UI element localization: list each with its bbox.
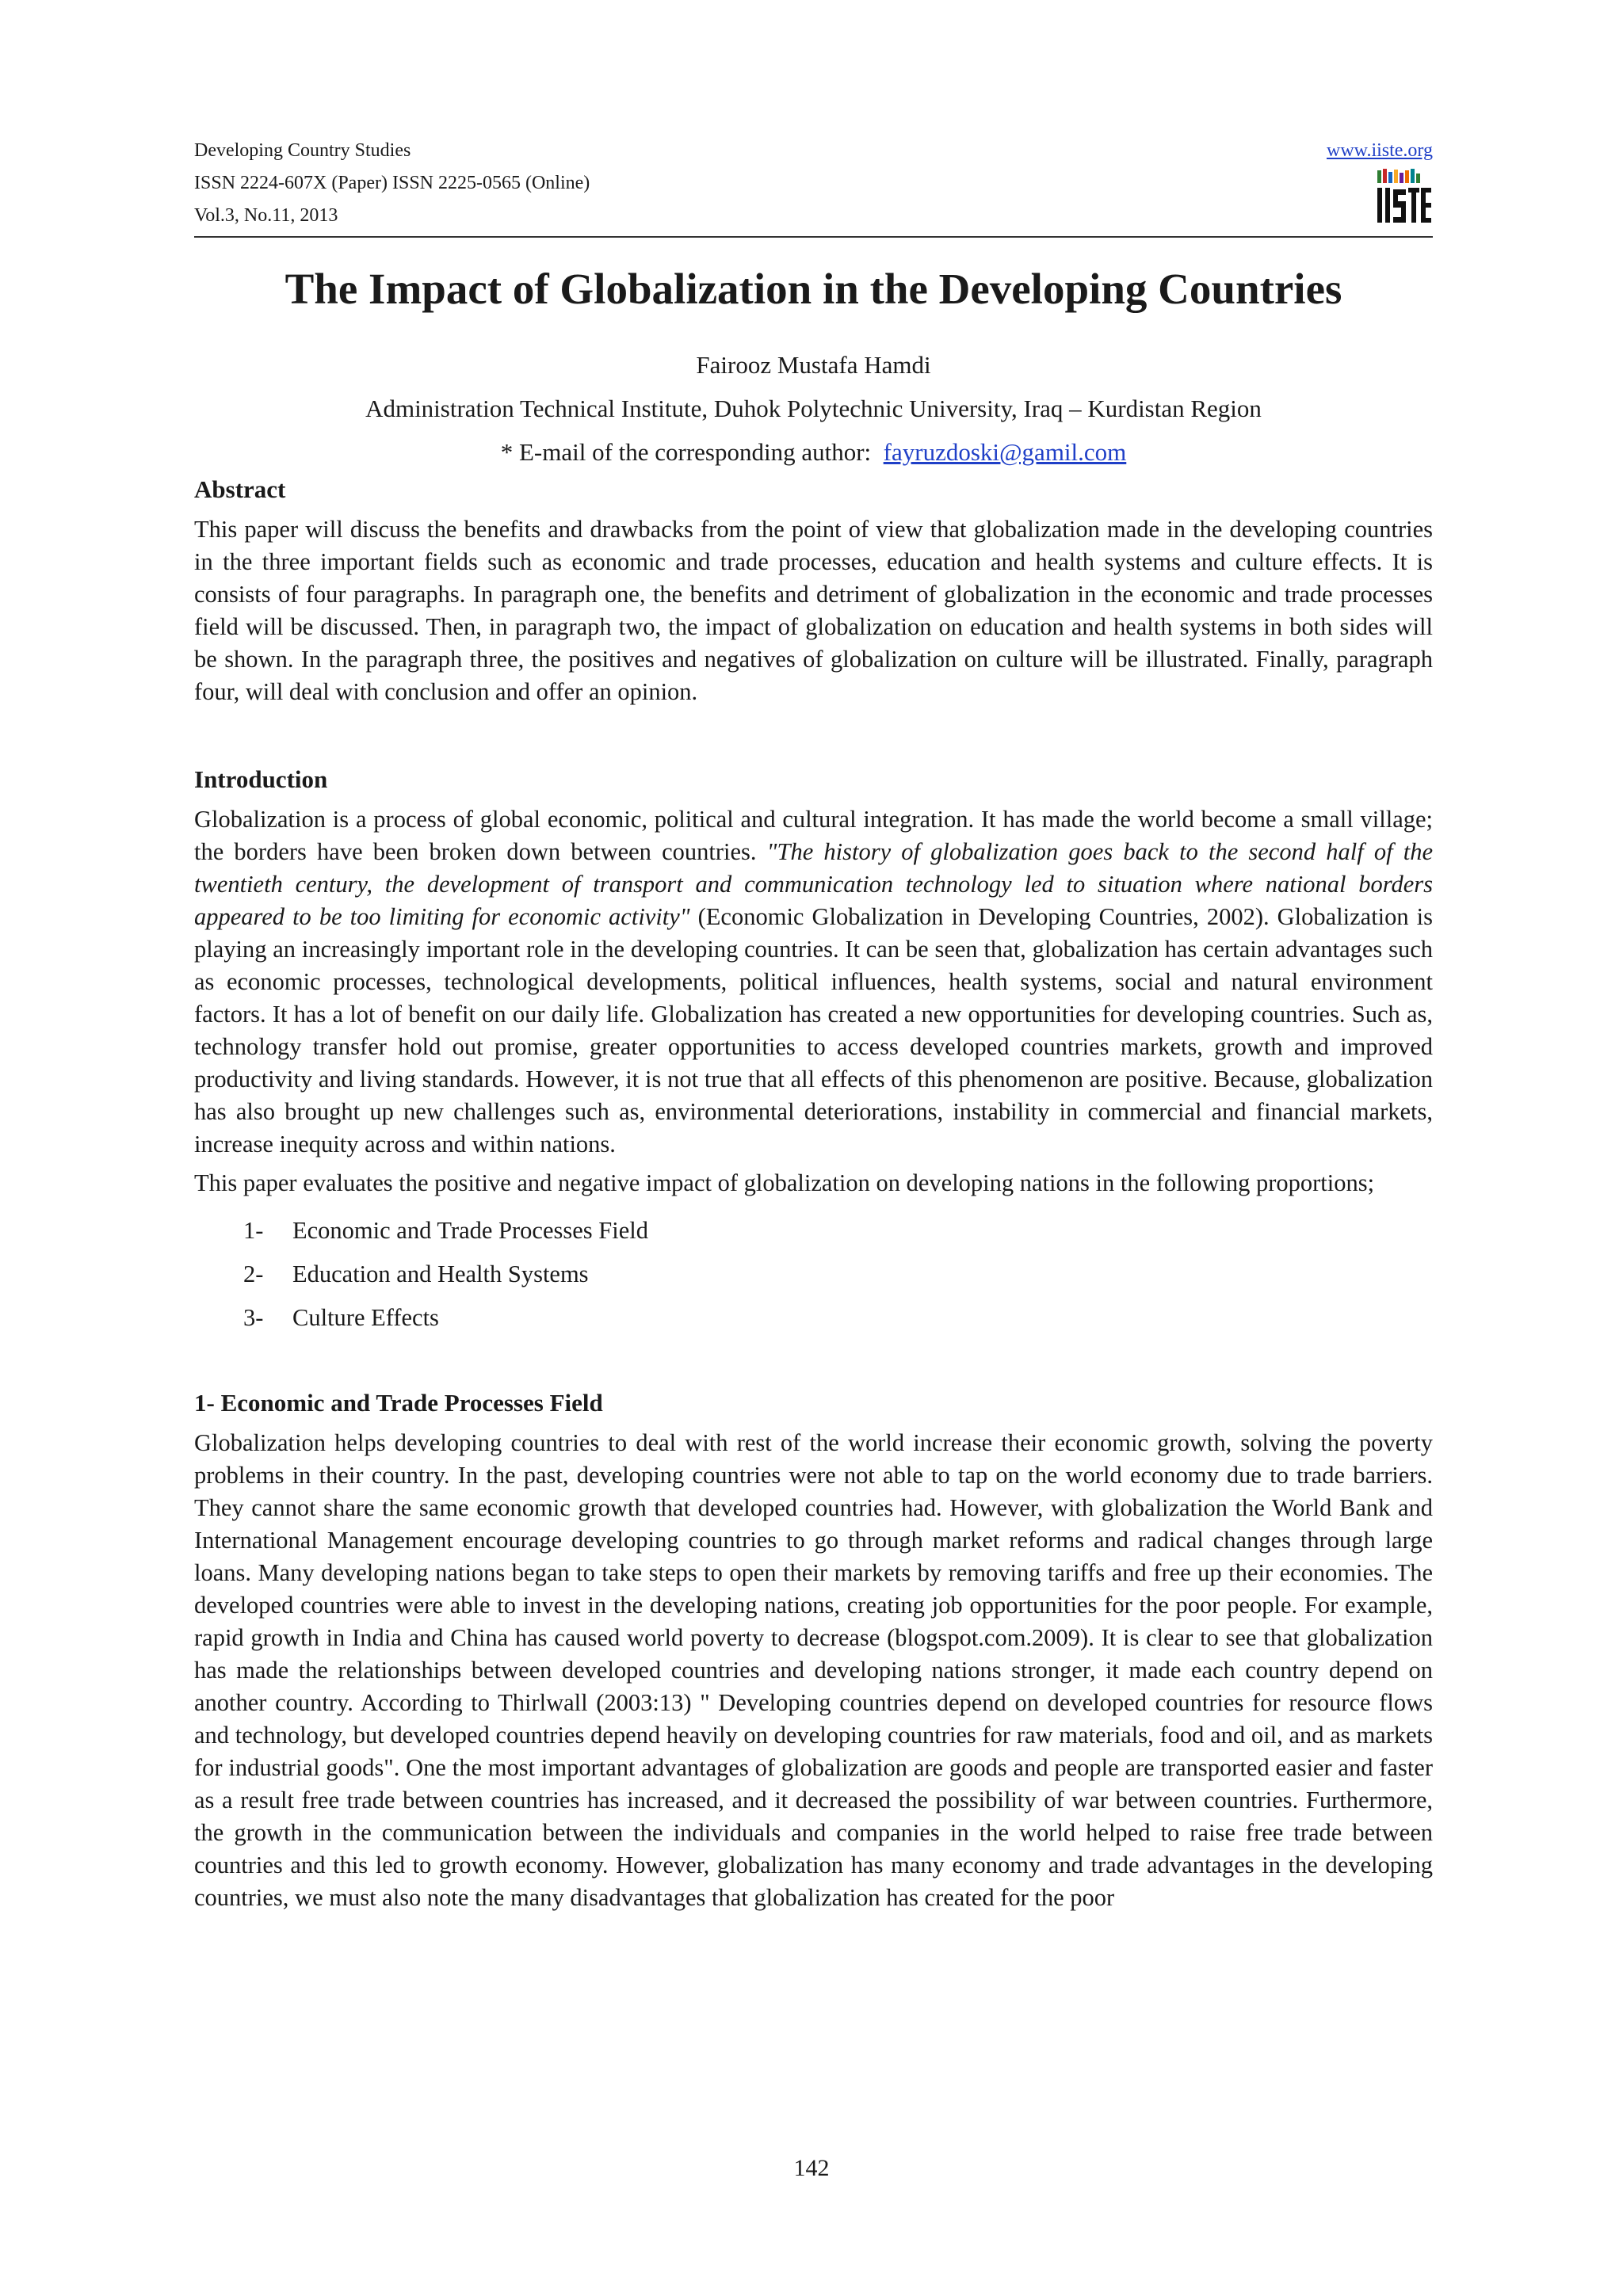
introduction-paragraph-1 bbox=[194, 803, 1433, 1161]
email-label: * E-mail of the corresponding author: bbox=[500, 438, 872, 466]
iiste-logo-icon bbox=[1376, 169, 1433, 231]
paper-page bbox=[194, 135, 1434, 1911]
intro-quote: "The history of globalization goes back to the second half of the twentieth century, the development of transport and communication technology led to situation where national borders appeared to be too limiting for economic activity" bbox=[194, 838, 1434, 930]
intro-text-start: Globalization is a process of global economic, political and cultural integration. It has made the world become a small village; the borders have been broken down between countries. bbox=[194, 806, 1433, 865]
paper-content bbox=[194, 474, 1433, 1914]
author-email-line bbox=[194, 430, 1433, 474]
author-affiliation: Administration Technical Institute, Duhok Polytechnic University, Iraq – Kurdistan Region bbox=[365, 395, 1262, 422]
author-email-link[interactable]: fayruzdoski@gamil.com bbox=[883, 438, 1127, 466]
section-1-text: Globalization helps developing countries to deal with rest of the world increase their economic growth, solving the poverty problems in their country. In the past, developing countries were not able to tap on the world economy due to trade barriers. They cannot share the same economic growth that developed countries had. However, with globalization the World Bank and International Management encourage developing countries to go through market reforms and radical changes through large loans. Many developing nations began to take steps to open their markets by removing tariffs and free up their economies. The developed countries were able to invest in the developing nations, creating job opportunities for the poor people. For example, rapid growth in India and China has caused world poverty to decrease (blogspot.com.2009). It is clear to see that globalization has made the relationships between developed countries and developing nations stronger, it made each country depend on another country. According to Thirlwall (2003:13) " Developing countries depend on developed countries for resource flows and technology, but developed countries depend heavily on developing countries for raw materials, food and oil, and as markets for industrial goods". One the most important advantages of globalization are goods and people are transported easier and faster as a result free trade between countries has increased, and it decreased the possibility of war between countries. Furthermore, the growth in the communication between the individuals and companies in the world helped to raise free trade between countries and this led to growth economy. However, globalization has many economy and trade advantages in the developing countries, we must also note the many disadvantages that globalization has created for the poor bbox=[194, 1429, 1433, 1911]
journal-header bbox=[194, 135, 1433, 236]
abstract-text: This paper will discuss the benefits and drawbacks from the point of view that globalization made in the developing countries in the three important fields such as economic and trade processes, education and health systems and culture effects. It is consists of four paragraphs. In paragraph one, the benefits and detriment of globalization in the economic and trade processes field will be discussed. Then, in paragraph two, the impact of globalization on education and health systems in both sides will be shown. In the paragraph three, the positives and negatives of globalization on culture will be illustrated. Finally, paragraph four, will deal with conclusion and offer an opinion. bbox=[194, 516, 1433, 705]
author-name: Fairooz Mustafa Hamdi bbox=[696, 351, 931, 379]
page-number: 142 bbox=[793, 2155, 830, 2181]
journal-issn: ISSN 2224-607X (Paper) ISSN 2225-0565 (Online) bbox=[194, 173, 590, 193]
introduction-heading: Introduction bbox=[194, 765, 328, 793]
list-item: 2- Education and Health Systems bbox=[243, 1261, 589, 1287]
introduction-paragraph-2: This paper evaluates the positive and negative impact of globalization on developing nations in the following proportions; bbox=[194, 1169, 1375, 1196]
list-item: 1- Economic and Trade Processes Field bbox=[243, 1217, 648, 1244]
author-block bbox=[194, 343, 1433, 474]
journal-info bbox=[194, 135, 1433, 232]
journal-branding bbox=[1327, 135, 1433, 231]
header-divider bbox=[194, 236, 1433, 238]
section-1-heading: 1- Economic and Trade Processes Field bbox=[194, 1389, 603, 1417]
abstract-heading: Abstract bbox=[194, 475, 286, 503]
paper-title: The Impact of Globalization in the Developing Countries bbox=[285, 265, 1342, 313]
list-item: 3- Culture Effects bbox=[243, 1304, 439, 1331]
intro-text-end: (Economic Globalization in Developing Countries, 2002). Globalization is playing an increasingly important role in the developing countries. It can be seen that, globalization has certain advantages such as economic processes, technological developments, political influences, health systems, social and natural environment factors. It has a lot of benefit on our daily life. Globalization has created a new opportunities for developing countries. Such as, technology transfer hold out promise, greater opportunities to access developed countries markets, growth and improved productivity and living standards. However, it is not true that all effects of this phenomenon are positive. Because, globalization has also brought up new challenges such as, environmental deteriorations, instability in commercial and financial markets, increase inequity across and within nations. bbox=[194, 903, 1434, 1158]
journal-name: Developing Country Studies bbox=[194, 140, 411, 161]
proportions-list bbox=[194, 1209, 1433, 1340]
journal-volume: Vol.3, No.11, 2013 bbox=[194, 205, 338, 226]
journal-url-link[interactable]: www.iiste.org bbox=[1327, 140, 1433, 161]
